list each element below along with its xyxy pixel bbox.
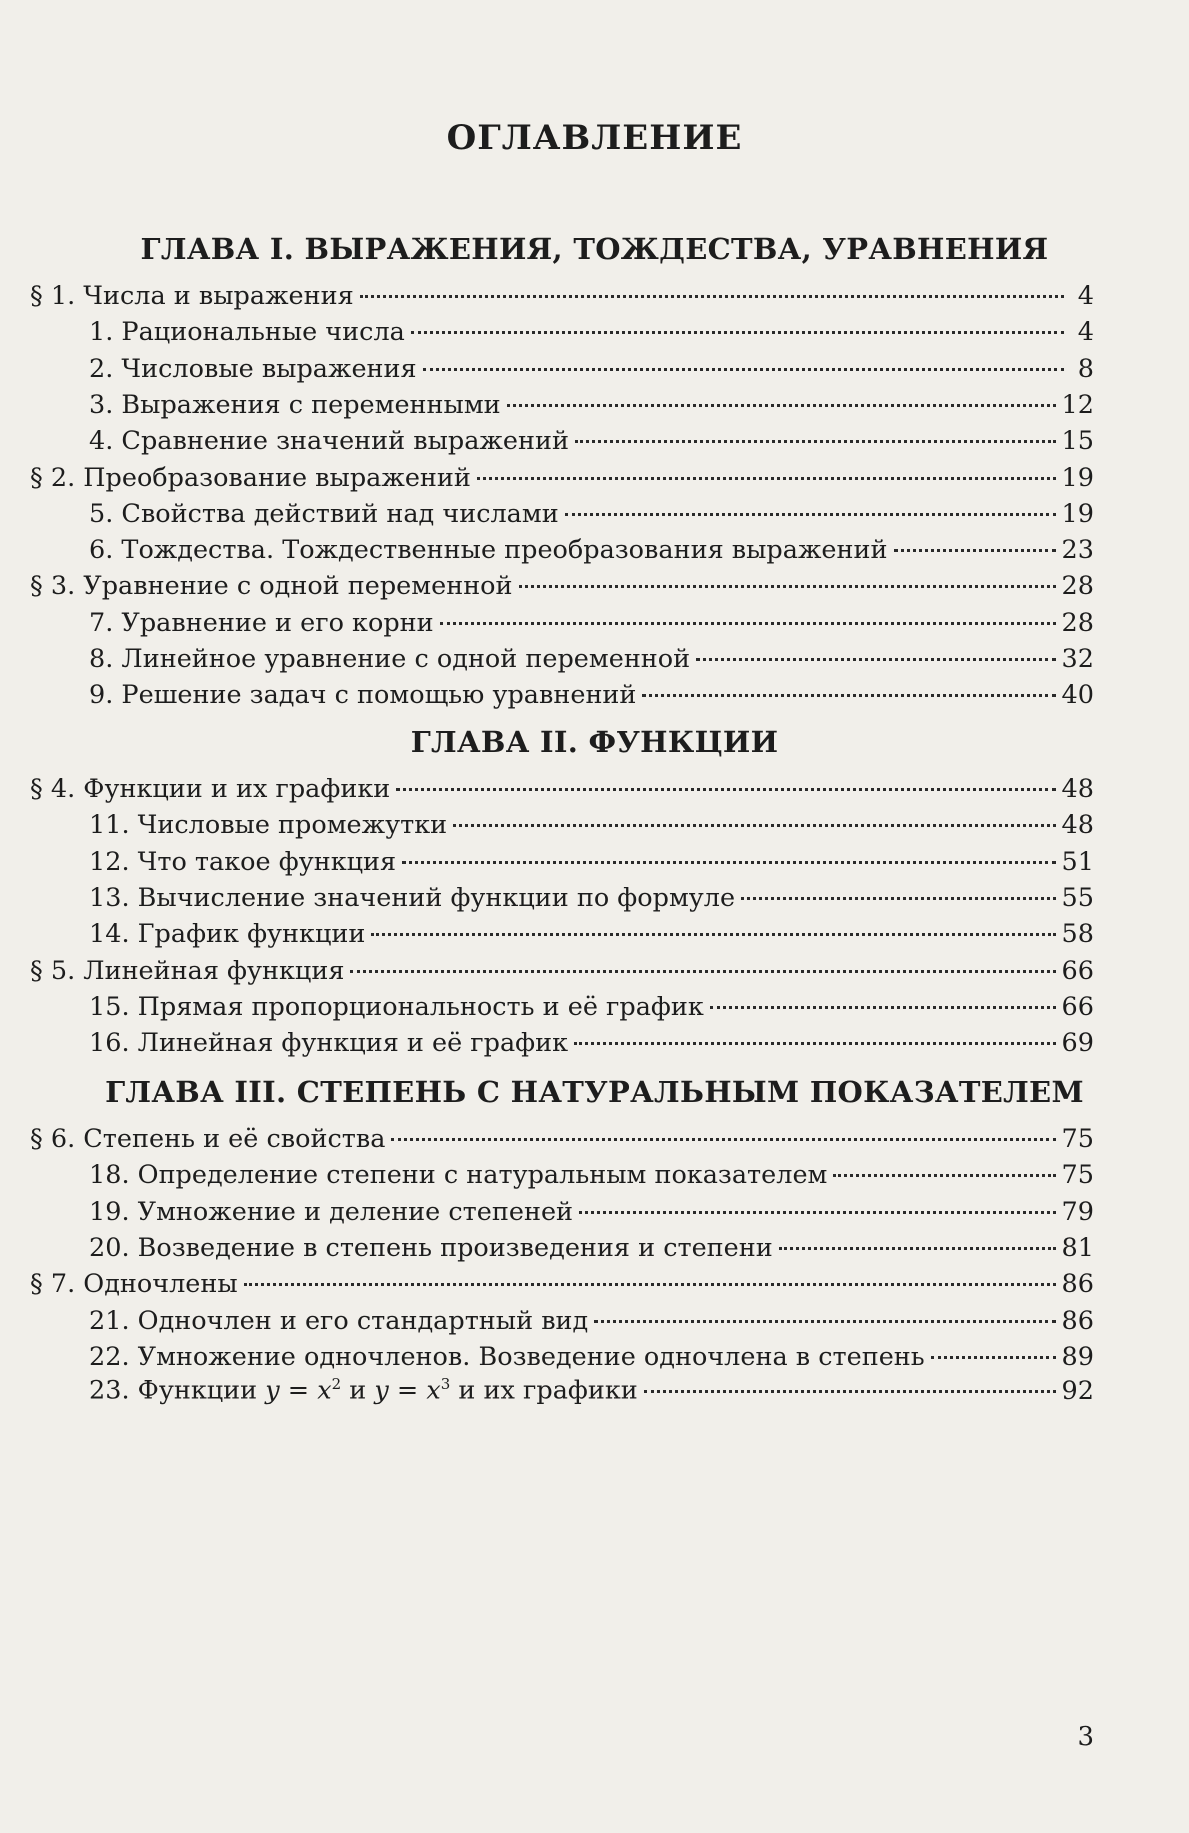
leader-dots [360, 293, 1064, 298]
chapter-heading-2: ГЛАВА II. ФУНКЦИИ [410, 725, 779, 759]
toc-entry[interactable] [89, 918, 1094, 950]
toc-entry-label: 16. Линейная функция и её график [89, 1028, 569, 1059]
leader-dots [440, 620, 1056, 625]
toc-section[interactable] [30, 1268, 1094, 1300]
toc-section[interactable] [30, 955, 1094, 987]
leader-dots [642, 692, 1055, 697]
toc-entry-label: § 3. Уравнение с одной переменной [30, 571, 513, 602]
leader-dots [350, 968, 1055, 973]
toc-entry-page: 28 [1061, 607, 1094, 638]
toc-entry[interactable] [89, 1027, 1094, 1059]
leader-dots [453, 822, 1055, 827]
toc-entry-label: 14. График функции [89, 919, 366, 950]
leader-dots [741, 895, 1055, 900]
toc-section[interactable] [30, 280, 1094, 312]
toc-entry-page: 8 [1077, 353, 1094, 384]
toc-entry[interactable] [89, 607, 1094, 639]
toc-entry[interactable] [89, 1196, 1094, 1228]
toc-entry-page: 66 [1061, 991, 1094, 1022]
toc-entry-label: 2. Числовые выражения [89, 353, 417, 384]
toc-entry-page: 58 [1061, 919, 1094, 950]
toc-entry-label: 5. Свойства действий над числами [89, 498, 559, 529]
toc-entry[interactable] [89, 882, 1094, 914]
leader-dots [565, 511, 1056, 516]
toc-entry-page: 92 [1061, 1375, 1094, 1406]
toc-entry-page: 89 [1061, 1341, 1094, 1372]
toc-entry-page: 12 [1061, 389, 1094, 420]
toc-entry-label: 1. Рациональные числа [89, 317, 405, 348]
leader-dots [931, 1354, 1056, 1359]
leader-dots [507, 402, 1056, 407]
toc-entry-label: § 2. Преобразование выражений [30, 462, 471, 493]
leader-dots [371, 931, 1055, 936]
toc-entry-functions-graphs[interactable] [89, 1368, 1094, 1407]
toc-entry-label: 9. Решение задач с помощью уравнений [89, 680, 637, 711]
toc-entry[interactable] [89, 809, 1094, 841]
toc-entry[interactable] [89, 498, 1094, 530]
toc-entry-page: 69 [1061, 1028, 1094, 1059]
leader-dots [779, 1245, 1056, 1250]
toc-entry-label: 12. Что такое функция [89, 846, 397, 877]
toc-entry-page: 23 [1061, 535, 1094, 566]
toc-entry-label: 18. Определение степени с натуральным показателем [89, 1160, 828, 1191]
toc-entry[interactable] [89, 679, 1094, 711]
toc-entry-label: 15. Прямая пропорциональность и её график [89, 991, 704, 1022]
leader-dots [574, 1040, 1055, 1045]
toc-entry-label: § 4. Функции и их графики [30, 774, 391, 804]
toc-entry-page: 19 [1061, 462, 1094, 493]
toc-entry-label: 23. Функции $y = x^2$ и $y = x^3$ и их графики [89, 1375, 638, 1406]
leader-dots [579, 1209, 1056, 1214]
toc-entry[interactable] [89, 643, 1094, 675]
toc-entry-label: 20. Возведение в степень произведения и степени [89, 1232, 773, 1263]
toc-entry[interactable] [89, 1232, 1094, 1264]
toc-entry-label: 21. Одночлен и его стандартный вид [89, 1305, 589, 1336]
toc-entry-label: § 7. Одночлены [30, 1269, 238, 1300]
toc-section[interactable] [30, 773, 1094, 805]
chapter-heading-3: ГЛАВА III. СТЕПЕНЬ С НАТУРАЛЬНЫМ ПОКАЗАТЕЛЕМ [105, 1075, 1084, 1109]
toc-entry-page: 19 [1061, 498, 1094, 529]
toc-entry[interactable] [89, 1159, 1094, 1191]
toc-entry-page: 66 [1061, 955, 1094, 986]
leader-dots [391, 1136, 1055, 1141]
toc-entry-page: 81 [1061, 1232, 1094, 1263]
toc-entry-page: 51 [1061, 846, 1094, 877]
toc-entry[interactable] [89, 389, 1094, 421]
toc-entry[interactable] [89, 1305, 1094, 1337]
toc-entry[interactable] [89, 991, 1094, 1023]
toc-entry-page: 86 [1061, 1305, 1094, 1336]
toc-entry-page: 79 [1061, 1196, 1094, 1227]
toc-entry-page: 75 [1061, 1124, 1094, 1154]
toc-entry-page: 55 [1061, 882, 1094, 913]
leader-dots [696, 656, 1055, 661]
leader-dots [833, 1172, 1055, 1177]
toc-entry-label: § 1. Числа и выражения [30, 281, 354, 311]
toc-entry[interactable] [89, 353, 1094, 385]
toc-entry-label: 22. Умножение одночленов. Возведение одночлена в степень [89, 1341, 925, 1372]
leader-dots [594, 1318, 1055, 1323]
toc-entry-page: 4 [1077, 317, 1094, 348]
toc-section[interactable] [30, 1123, 1094, 1155]
toc-entry-page: 75 [1061, 1160, 1094, 1191]
toc-entry-label: 4. Сравнение значений выражений [89, 426, 569, 457]
toc-entry[interactable] [89, 425, 1094, 457]
toc-entry-label: 8. Линейное уравнение с одной переменной [89, 644, 691, 674]
leader-dots [402, 859, 1055, 864]
leader-dots [519, 583, 1056, 588]
toc-entry-page: 40 [1061, 680, 1094, 711]
page-title: ОГЛАВЛЕНИЕ [446, 118, 743, 158]
toc-entry-label: 6. Тождества. Тождественные преобразования выражений [89, 535, 888, 566]
toc-entry-label: 7. Уравнение и его корни [89, 607, 434, 638]
toc-entry-page: 15 [1061, 426, 1094, 457]
toc-entry-label: 19. Умножение и деление степеней [89, 1196, 574, 1227]
page-number: 3 [1077, 1722, 1094, 1752]
leader-dots [894, 547, 1056, 552]
leader-dots [411, 329, 1064, 334]
leader-dots [244, 1281, 1056, 1286]
leader-dots [644, 1388, 1056, 1393]
toc-entry-label: 13. Вычисление значений функции по формуле [89, 882, 736, 913]
toc-entry-label: § 5. Линейная функция [30, 955, 345, 986]
toc-entry[interactable] [89, 846, 1094, 878]
toc-entry-page: 4 [1077, 281, 1094, 311]
leader-dots [575, 438, 1056, 443]
chapter-heading-1: ГЛАВА I. ВЫРАЖЕНИЯ, ТОЖДЕСТВА, УРАВНЕНИЯ [140, 232, 1049, 266]
toc-entry-label: 11. Числовые промежутки [89, 810, 448, 841]
toc-section[interactable] [30, 462, 1094, 494]
toc-entry-page: 28 [1061, 571, 1094, 602]
leader-dots [423, 366, 1064, 371]
toc-section[interactable] [30, 570, 1094, 602]
toc-entry-page: 86 [1061, 1269, 1094, 1300]
leader-dots [477, 475, 1056, 480]
toc-entry[interactable] [89, 534, 1094, 566]
toc-entry[interactable] [89, 316, 1094, 348]
leader-dots [396, 786, 1055, 791]
toc-entry-label: 3. Выражения с переменными [89, 389, 501, 420]
leader-dots [710, 1004, 1056, 1009]
toc-entry-label: § 6. Степень и её свойства [30, 1124, 386, 1154]
toc-entry-page: 32 [1061, 644, 1094, 674]
toc-entry-page: 48 [1061, 774, 1094, 804]
toc-entry-page: 48 [1061, 810, 1094, 841]
